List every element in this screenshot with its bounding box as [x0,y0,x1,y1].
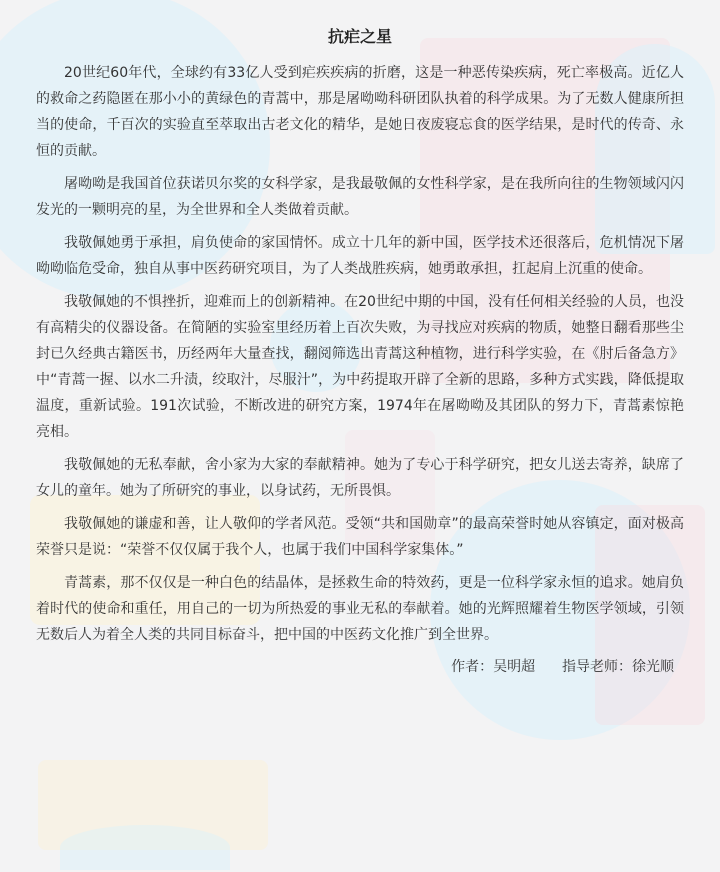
essay-title: 抗疟之星 [327,27,392,46]
teacher-name: 指导老师：徐光顺 [562,659,674,675]
decor-shape [60,825,230,870]
author-name: 作者：吴明超 [451,659,536,675]
essay-paragraph-6: 我敬佩她的谦虚和善，让人敬仰的学者风范。受领“共和国勋章”的最高荣誉时她从容镇定，面对极高荣誉只是说：“荣誉不仅仅属于我个人，也属于我们中国科学家集体。” [36,516,684,558]
essay-paragraph-7: 青蒿素，那不仅仅是一种白色的结晶体，是拯救生命的特效药，更是一位科学家永恒的追求。她肩负着时代的使命和重任，用自己的一切为所热爱的事业无私的奉献着。她的光辉照耀着生物医学领域，引领无数后人为着全人类的共同目标奋斗，把中国的中医药文化推广到全世界。 [36,575,684,643]
author-credit [36,655,684,679]
essay-paragraph-4: 我敬佩她的不惧挫折，迎难而上的创新精神。在20世纪中期的中国，没有任何相关经验的人员，也没有高精尖的仪器设备。在简陋的实验室里经历着上百次失败，为寻找应对疾病的物质，她整日翻看那些尘封已久经典古籍医书，历经两年大量查找，翻阅筛选出青蒿这种植物，进行科学实验，在《肘后备急方》中“青蒿一握、以水二升渍，绞取汁，尽服汁”，为中药提取开辟了全新的思路，多种方式实践，降低提取温度，重新试验。191次试验，不断改进的研究方案，1974年在屠呦呦及其团队的努力下，青蒿素惊艳亮相。 [36,294,684,440]
essay-paragraph-3: 我敬佩她勇于承担，肩负使命的家国情怀。成立十几年的新中国，医学技术还很落后，危机情况下屠呦呦临危受命，独自从事中医药研究项目，为了人类战胜疾病，她勇敢承担，扛起肩上沉重的使命。 [36,235,684,277]
essay-paragraph-1: 20世纪60年代，全球约有33亿人受到疟疾疾病的折磨，这是一种恶传染疾病，死亡率极高。近亿人的救命之药隐匿在那小小的黄绿色的青蒿中，那是屠呦呦科研团队执着的科学成果。为了无数人健康所担当的使命，千百次的实验直至萃取出古老文化的精华，是她日夜废寝忘食的医学结果，是时代的传奇、永恒的贡献。 [36,65,684,159]
essay-paragraph-2: 屠呦呦是我国首位获诺贝尔奖的女科学家，是我最敬佩的女性科学家，是在我所向往的生物领域闪闪发光的一颗明亮的星，为全世界和全人类做着贡献。 [36,176,684,218]
essay-paragraph-5: 我敬佩她的无私奉献，舍小家为大家的奉献精神。她为了专心于科学研究，把女儿送去寄养，缺席了女儿的童年。她为了所研究的事业，以身试药，无所畏惧。 [36,457,684,499]
